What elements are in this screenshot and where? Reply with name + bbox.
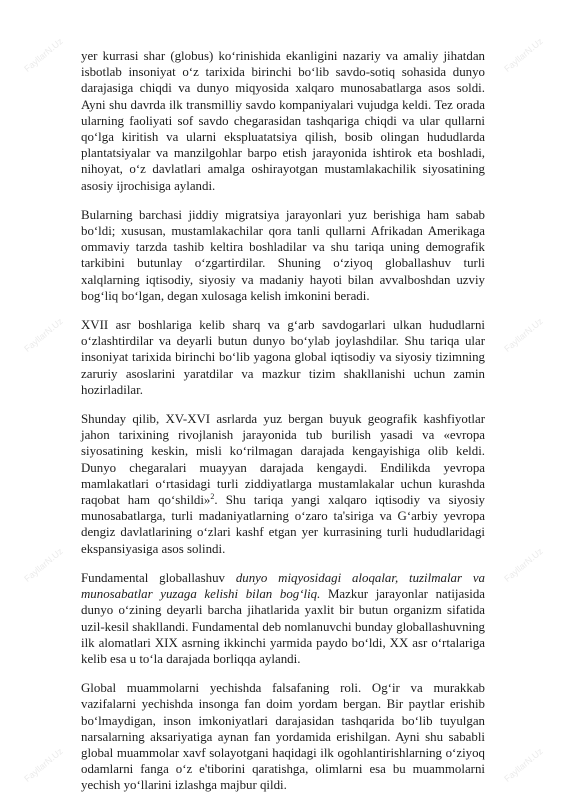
watermark: FayllarN.Uz [22,36,65,74]
paragraph-5-text: Fundamental globallashuv [81,570,236,585]
watermark: FayllarN.Uz [22,546,65,584]
paragraph-4-text-after: . Shu tariqa yangi xalqaro iqtisodiy va siyosiy munosabatlarga, turli madaniyatlarning o‘zaro ta'siriga va G‘arbiy yevropa dengiz davlatlarining o‘zlari kashf etgan yer kurrasining turli hududlaridagi ekspansiyasiga asos solindi. [81,493,485,556]
paragraph-4 [81,411,485,557]
paragraph-3: XVII asr boshlariga kelib sharq va g‘arb savdogarlari ulkan hududlarni o‘zlashtirdilar va deyarli butun dunyo bo‘ylab joylashdilar. Shu tariqa ular insoniyat tarixida birinchi bo‘lib yagona global iqtisodiy va siyosiy tizimning zaruriy asoslarini yaratdilar va mazkur tizim shakllanishi uchun zamin hozirladilar. [81,318,485,397]
paragraph-6: Global muammolarni yechishda falsafaning roli. Og‘ir va murakkab vazifalarni yechishda insonga fan doim yordam bergan. Bir paytlar erishib bo‘lmaydigan, inson imkoniyatlari darajasidan tashqarida bo‘lib tuyulgan narsalarning aksariyatiga aynan fan yordamida erishilgan. Ayni shu sababli global muammolar xavf solayotgani haqidagi ilk ogohlantirishlarning o‘ziyoq odamlarni fanga o‘z e'tiborini qaratishga, olimlarni esa bu muammolarni yechish yo‘llarini izlashga majbur qildi. [81,681,485,793]
watermark: FayllarN.Uz [502,546,545,584]
watermark: FayllarN.Uz [502,746,545,784]
watermark: FayllarN.Uz [502,316,545,354]
paragraph-4-text: Shunday qilib, XV-XVI asrlarda yuz bergan buyuk geografik kashfiyotlar jahon tarixining rivojlanish jarayonida tub burilish yasadi va «evropa siyosatining keskin, misli ko‘rilmagan darajada kengayishiga olib keldi. Dunyo chegaralari muayyan darajada kengaydi. Endilikda yevropa mamlakatlari o‘rtasidagi turli ziddiyatlarga mustamlakalar uchun kurashda raqobat ham qo‘shildi» [81,412,485,508]
watermark: FayllarN.Uz [502,36,545,74]
paragraph-2: Bularning barchasi jiddiy migratsiya jarayonlari yuz berishiga ham sabab bo‘ldi; xususan, mustamlakachilar qora tanli qullarni Afrikadan Amerikaga ommaviy tarzda tashib keltira boshladilar va shu tariqa uning demografik tarkibini butunlay o‘zgartirdilar. Shuning o‘ziyoq globallashuv turli xalqlarning iqtisodiy, siyosiy va madaniy hayoti bilan avvalboshdan uzviy bog‘liq bo‘lgan, degan xulosaga kelish imkonini beradi. [81,207,485,303]
paragraph-1: yer kurrasi shar (globus) ko‘rinishida ekanligini nazariy va amaliy jihatdan isbotlab insoniyat o‘z tarixida birinchi bo‘lib savdo-sotiq sohasida dunyo darajasiga chiqdi va dunyo miqyosida xalqaro munosabatlarga asos soldi. Ayni shu davrda ilk transmilliy savdo kompaniyalari vujudga keldi. Tez orada ularning faoliyati sof savdo chegarasidan tashqariga chiqdi va ular qullarni qo‘lga kiritish va ularni ekspluatatsiya qilish, bosib olingan hududlarda plantatsiyalar va manzilgohlar barpo etish jarayonida ishtirok eta boshladi, nihoyat, o‘z davlatlari amalga oshirayotgan mustamlakachilik siyosatining asosiy ijrochisiga aylandi. [81,49,485,193]
paragraph-5-text-after: Mazkur jarayonlar natijasida dunyo o‘zining deyarli barcha jihatlarida yaxlit bir butun organizm sifatida uzil-kesil shakllandi. Fundamental deb nomlanuvchi bunday globallashuvning ilk alomatlari XIX asrning ikkinchi yarmida paydo bo‘ldi, XX asr o‘rtalariga kelib esa u to‘la darajada borliqqa aylandi. [81,587,485,666]
footnote-ref[interactable]: 2 [210,492,215,502]
paragraph-5-italic: dunyo miqyosidagi aloqalar, tuzilmalar va munosabatlar yuzaga kelishi bilan bog‘liq. [81,570,485,602]
watermark: FayllarN.Uz [22,316,65,354]
paragraph-5 [81,570,485,667]
document-body [81,48,485,794]
watermark: FayllarN.Uz [22,746,65,784]
